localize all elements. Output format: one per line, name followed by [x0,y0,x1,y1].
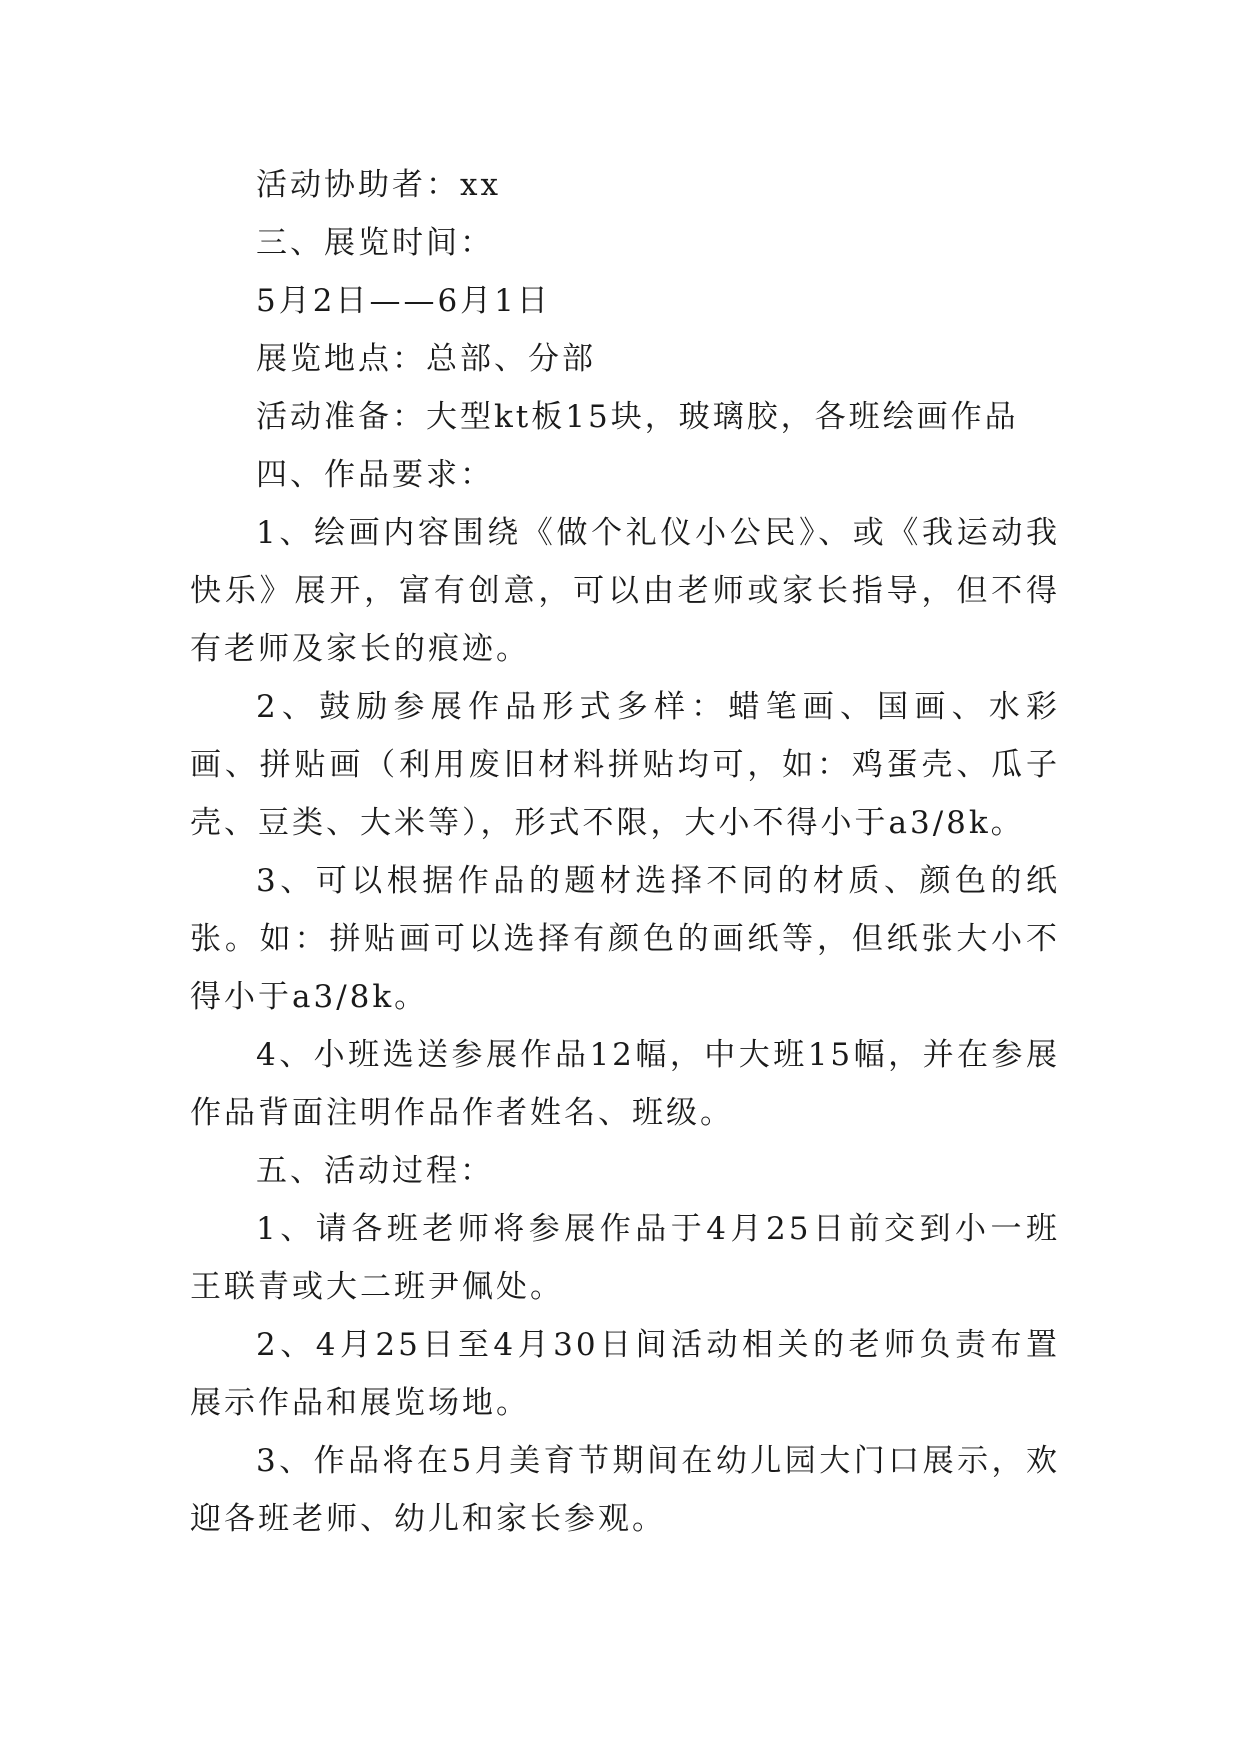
process-step-2: 2、4月25日至4月30日间活动相关的老师负责布置展示作品和展览场地。 [190,1327,1060,1421]
section-5-heading: 五、活动过程： [256,1153,494,1189]
requirement-4: 4、小班选送参展作品12幅，中大班15幅，并在参展作品背面注明作品作者姓名、班级。 [190,1037,1060,1131]
process-step-3: 3、作品将在5月美育节期间在幼儿园大门口展示，欢迎各班老师、幼儿和家长参观。 [190,1443,1060,1537]
requirement-3: 3、可以根据作品的题材选择不同的材质、颜色的纸张。如：拼贴画可以选择有颜色的画纸等，但纸张大小不得小于a3/8k。 [190,863,1060,1015]
section-4-heading: 四、作品要求： [256,457,494,493]
requirement-1: 1、绘画内容围绕《做个礼仪小公民》、或《我运动我快乐》展开，富有创意，可以由老师或家长指导，但不得有老师及家长的痕迹。 [190,515,1060,667]
exhibition-location: 展览地点：总部、分部 [256,341,596,377]
requirement-2: 2、鼓励参展作品形式多样：蜡笔画、国画、水彩画、拼贴画（利用废旧材料拼贴均可，如：鸡蛋壳、瓜子壳、豆类、大米等），形式不限，大小不得小于a3/8k。 [190,689,1060,841]
section-3-heading: 三、展览时间： [256,225,494,261]
exhibition-date: 5月2日——6月1日 [256,283,551,319]
helper-line: 活动协助者：xx [256,167,501,203]
process-step-1: 1、请各班老师将参展作品于4月25日前交到小一班王联青或大二班尹佩处。 [190,1211,1060,1305]
document-body [190,156,1060,1548]
activity-preparation: 活动准备：大型kt板15块，玻璃胶，各班绘画作品 [256,399,1019,435]
